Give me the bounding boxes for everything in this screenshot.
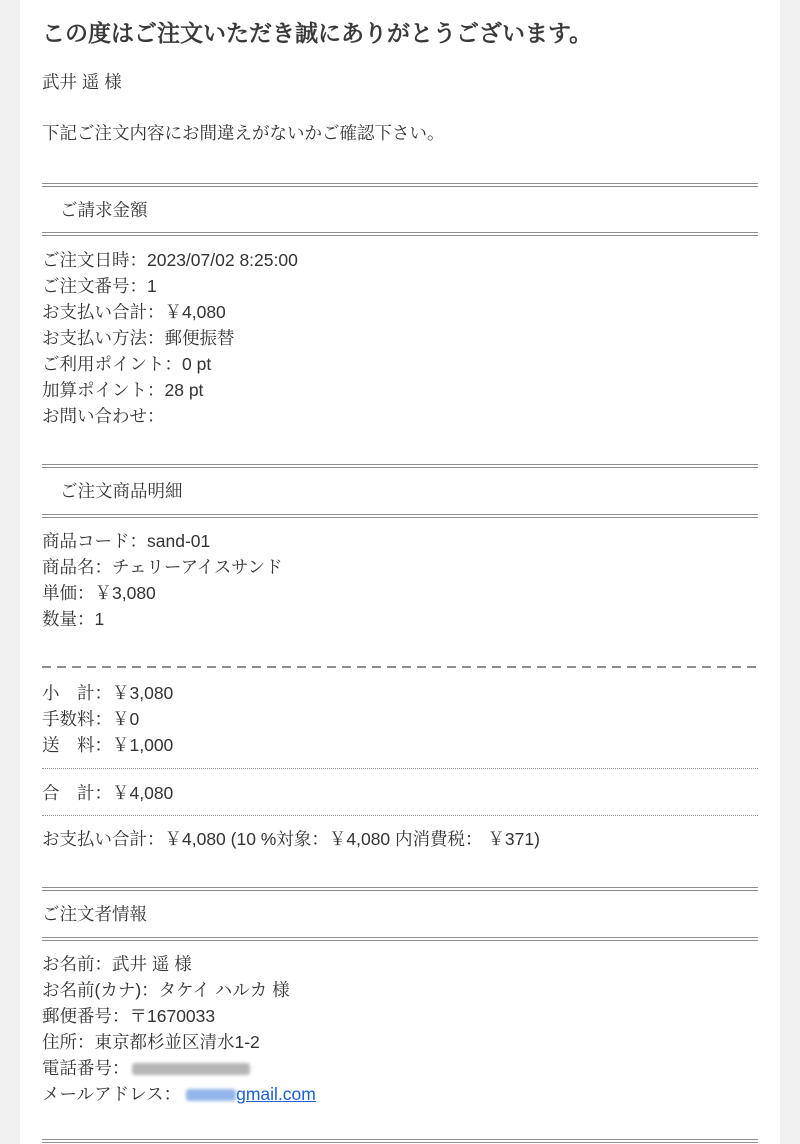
points-earned-row: [42, 377, 758, 403]
order-datetime-row: [42, 247, 758, 273]
email-domain: gmail.com: [236, 1084, 316, 1104]
quantity-row: [42, 606, 758, 632]
section-divider: [42, 464, 758, 468]
order-number-value: 1: [147, 276, 157, 296]
payment-total-value: ￥4,080: [164, 302, 226, 322]
section-divider: [42, 183, 758, 187]
phone-label: 電話番号：: [42, 1058, 130, 1078]
shipping-fee-row: [42, 732, 758, 758]
payment-method-value: 郵便振替: [164, 328, 235, 348]
items-heading: ご注文商品明細: [60, 481, 183, 501]
customer-heading: ご注文者情報: [42, 904, 147, 924]
postal-code-row: [42, 1003, 758, 1029]
grand-total-label: 合 計：: [42, 783, 112, 803]
unit-price-label: 単価：: [42, 583, 95, 603]
billing-heading: ご請求金額: [60, 200, 148, 220]
section-divider: [42, 1139, 758, 1143]
payment-total-label: お支払い合計：: [42, 302, 165, 322]
payment-tax-row: [42, 826, 758, 852]
phone-row: [42, 1055, 758, 1081]
customer-details: [42, 951, 758, 1107]
points-used-label: ご利用ポイント：: [42, 354, 182, 374]
product-code-value: sand-01: [147, 531, 211, 551]
shipping-fee-label: 送 料：: [42, 735, 112, 755]
customer-kana-label: お名前(カナ)：: [42, 980, 159, 1000]
points-earned-label: 加算ポイント：: [42, 380, 165, 400]
inquiry-row: [42, 403, 758, 429]
handling-fee-row: [42, 706, 758, 732]
shipping-fee-value: ￥1,000: [112, 735, 174, 755]
customer-name-label: お名前：: [42, 954, 112, 974]
customer-kana-row: [42, 977, 758, 1003]
customer-name-row: [42, 951, 758, 977]
intro-text: 下記ご注文内容にお間違えがないかご確認下さい。: [42, 123, 445, 143]
payment-method-row: [42, 325, 758, 351]
email-body: [20, 0, 780, 1144]
product-name-label: 商品名：: [42, 557, 112, 577]
points-used-value: 0 pt: [182, 354, 212, 374]
section-divider: [42, 514, 758, 518]
quantity-value: 1: [94, 609, 105, 629]
subtotal-row: [42, 680, 758, 706]
customer-greeting: 武井 遥 様: [42, 72, 122, 92]
product-code-row: [42, 528, 758, 554]
product-name-value: チェリーアイスサンド: [112, 557, 283, 577]
order-datetime-value: 2023/07/02 8:25:00: [147, 250, 298, 270]
grand-total-row: [42, 780, 758, 806]
email-row: [42, 1081, 758, 1107]
customer-kana-value: タケイ ハルカ 様: [158, 980, 290, 1000]
product-name-row: [42, 554, 758, 580]
address-row: [42, 1029, 758, 1055]
email-label: メールアドレス：: [42, 1084, 182, 1104]
quantity-label: 数量：: [42, 609, 95, 629]
address-label: 住所：: [42, 1032, 95, 1052]
payment-method-label: お支払い方法：: [42, 328, 165, 348]
payment-total-row: [42, 299, 758, 325]
customer-name-value: 武井 遥 様: [112, 954, 192, 974]
dotted-divider: [42, 815, 758, 816]
dashed-divider: [42, 666, 758, 668]
redacted-phone-number: [132, 1063, 250, 1075]
order-datetime-label: ご注文日時：: [42, 250, 147, 270]
points-used-row: [42, 351, 758, 377]
handling-fee-label: 手数料：: [42, 709, 112, 729]
item-details: [42, 528, 758, 632]
product-code-label: 商品コード：: [42, 531, 147, 551]
price-summary: [42, 680, 758, 758]
thank-you-title: この度はご注文いただき誠にありがとうございます。: [42, 20, 593, 46]
dotted-divider: [42, 768, 758, 769]
order-number-label: ご注文番号：: [42, 276, 147, 296]
points-earned-value: 28 pt: [164, 380, 204, 400]
section-divider: [42, 887, 758, 891]
subtotal-label: 小 計：: [42, 683, 112, 703]
postal-code-label: 郵便番号：: [42, 1006, 130, 1026]
section-divider: [42, 937, 758, 941]
section-divider: [42, 232, 758, 236]
grand-total-value: ￥4,080: [112, 783, 174, 803]
unit-price-row: [42, 580, 758, 606]
payment-tax-value: ￥4,080 (10 %対象：￥4,080 内消費税： ￥371): [164, 829, 540, 849]
subtotal-value: ￥3,080: [112, 683, 174, 703]
order-number-row: [42, 273, 758, 299]
billing-details: [42, 247, 758, 429]
postal-code-value: 〒1670033: [129, 1006, 216, 1026]
payment-tax-label: お支払い合計：: [42, 829, 165, 849]
redacted-email-local-part: [186, 1089, 236, 1101]
unit-price-value: ￥3,080: [94, 583, 156, 603]
inquiry-label: お問い合わせ：: [42, 406, 165, 426]
email-link[interactable]: [186, 1084, 316, 1104]
handling-fee-value: ￥0: [112, 709, 140, 729]
address-value: 東京都杉並区清水1-2: [94, 1032, 260, 1052]
